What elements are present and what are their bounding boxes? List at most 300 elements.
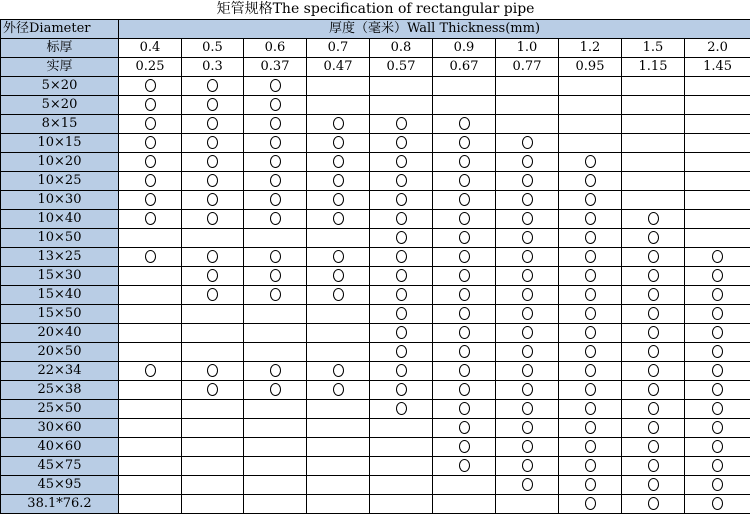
empty-cell[interactable] [119, 495, 182, 514]
availability-cell[interactable] [182, 286, 244, 305]
empty-cell[interactable] [433, 77, 496, 96]
availability-cell[interactable] [622, 210, 685, 229]
nominal-thickness-cell[interactable]: 1.2 [559, 39, 622, 58]
header-row [1, 20, 750, 39]
empty-cell[interactable] [307, 96, 370, 115]
availability-cell[interactable] [622, 495, 685, 514]
availability-cell[interactable] [433, 115, 496, 134]
availability-cell[interactable] [685, 305, 750, 324]
empty-cell[interactable] [244, 400, 307, 419]
availability-cell[interactable] [559, 229, 622, 248]
spec-cell[interactable]: 10×50 [1, 229, 119, 248]
availability-cell[interactable] [685, 324, 750, 343]
empty-cell[interactable] [622, 191, 685, 210]
availability-cell[interactable] [685, 400, 750, 419]
nominal-thickness-cell[interactable]: 1.0 [496, 39, 559, 58]
empty-cell[interactable] [685, 115, 750, 134]
availability-cell[interactable] [433, 343, 496, 362]
empty-cell[interactable] [307, 400, 370, 419]
empty-cell[interactable] [119, 457, 182, 476]
availability-cell[interactable] [559, 476, 622, 495]
empty-cell[interactable] [622, 115, 685, 134]
empty-cell[interactable] [182, 476, 244, 495]
availability-cell[interactable] [433, 419, 496, 438]
nominal-thickness-cell[interactable]: 0.7 [307, 39, 370, 58]
availability-mark-icon [459, 250, 470, 263]
availability-cell[interactable] [182, 172, 244, 191]
availability-cell[interactable] [370, 267, 433, 286]
empty-cell[interactable] [622, 134, 685, 153]
availability-cell[interactable] [307, 248, 370, 267]
availability-cell[interactable] [433, 381, 496, 400]
empty-cell[interactable] [244, 229, 307, 248]
spec-cell[interactable]: 15×50 [1, 305, 119, 324]
availability-cell[interactable] [496, 400, 559, 419]
availability-cell[interactable] [244, 267, 307, 286]
availability-cell[interactable] [496, 381, 559, 400]
availability-mark-icon [585, 250, 596, 263]
empty-cell[interactable] [182, 495, 244, 514]
availability-cell[interactable] [370, 305, 433, 324]
empty-cell[interactable] [370, 438, 433, 457]
availability-cell[interactable] [370, 362, 433, 381]
availability-cell[interactable] [370, 153, 433, 172]
availability-cell[interactable] [559, 172, 622, 191]
nominal-thickness-cell[interactable]: 0.5 [182, 39, 244, 58]
availability-cell[interactable] [559, 343, 622, 362]
availability-cell[interactable] [370, 324, 433, 343]
empty-cell[interactable] [119, 286, 182, 305]
empty-cell[interactable] [685, 153, 750, 172]
empty-cell[interactable] [244, 324, 307, 343]
availability-cell[interactable] [685, 286, 750, 305]
availability-cell[interactable] [370, 191, 433, 210]
empty-cell[interactable] [622, 96, 685, 115]
availability-cell[interactable] [622, 362, 685, 381]
availability-cell[interactable] [496, 267, 559, 286]
availability-cell[interactable] [307, 286, 370, 305]
actual-thickness-cell[interactable]: 0.67 [433, 58, 496, 77]
nominal-thickness-label[interactable]: 标厚 [1, 39, 119, 58]
table-row [1, 400, 750, 419]
availability-cell[interactable] [119, 210, 182, 229]
availability-cell[interactable] [622, 305, 685, 324]
availability-cell[interactable] [370, 115, 433, 134]
availability-cell[interactable] [370, 134, 433, 153]
availability-cell[interactable] [433, 172, 496, 191]
empty-cell[interactable] [685, 229, 750, 248]
availability-mark-icon [145, 117, 156, 130]
availability-cell[interactable] [685, 267, 750, 286]
availability-cell[interactable] [496, 305, 559, 324]
empty-cell[interactable] [244, 305, 307, 324]
spec-cell[interactable]: 5×20 [1, 77, 119, 96]
availability-cell[interactable] [433, 324, 496, 343]
spec-cell[interactable]: 30×60 [1, 419, 119, 438]
empty-cell[interactable] [433, 96, 496, 115]
spec-cell[interactable]: 10×15 [1, 134, 119, 153]
availability-cell[interactable] [119, 172, 182, 191]
empty-cell[interactable] [182, 400, 244, 419]
availability-cell[interactable] [370, 400, 433, 419]
empty-cell[interactable] [307, 419, 370, 438]
spec-cell[interactable]: 25×38 [1, 381, 119, 400]
empty-cell[interactable] [244, 476, 307, 495]
availability-cell[interactable] [496, 172, 559, 191]
empty-cell[interactable] [370, 419, 433, 438]
availability-cell[interactable] [244, 153, 307, 172]
empty-cell[interactable] [182, 324, 244, 343]
empty-cell[interactable] [685, 96, 750, 115]
availability-cell[interactable] [119, 96, 182, 115]
availability-cell[interactable] [622, 381, 685, 400]
availability-cell[interactable] [496, 362, 559, 381]
availability-cell[interactable] [559, 267, 622, 286]
availability-cell[interactable] [370, 172, 433, 191]
availability-mark-icon [396, 117, 407, 130]
empty-cell[interactable] [370, 476, 433, 495]
nominal-thickness-cell[interactable]: 0.8 [370, 39, 433, 58]
availability-cell[interactable] [496, 324, 559, 343]
availability-cell[interactable] [433, 267, 496, 286]
empty-cell[interactable] [119, 438, 182, 457]
availability-cell[interactable] [433, 210, 496, 229]
actual-thickness-cell[interactable]: 0.57 [370, 58, 433, 77]
availability-mark-icon [459, 459, 470, 472]
availability-cell[interactable] [370, 210, 433, 229]
availability-cell[interactable] [622, 248, 685, 267]
empty-cell[interactable] [559, 96, 622, 115]
availability-cell[interactable] [496, 210, 559, 229]
empty-cell[interactable] [307, 324, 370, 343]
empty-cell[interactable] [559, 77, 622, 96]
availability-cell[interactable] [433, 457, 496, 476]
availability-cell[interactable] [433, 191, 496, 210]
spec-cell[interactable]: 13×25 [1, 248, 119, 267]
availability-cell[interactable] [622, 324, 685, 343]
availability-cell[interactable] [433, 153, 496, 172]
nominal-thickness-cell[interactable]: 0.4 [119, 39, 182, 58]
spec-cell[interactable]: 10×25 [1, 172, 119, 191]
availability-cell[interactable] [307, 191, 370, 210]
nominal-thickness-cell[interactable]: 0.6 [244, 39, 307, 58]
availability-cell[interactable] [182, 96, 244, 115]
availability-cell[interactable] [244, 248, 307, 267]
availability-mark-icon [459, 440, 470, 453]
availability-cell[interactable] [119, 191, 182, 210]
actual-thickness-cell[interactable]: 0.95 [559, 58, 622, 77]
empty-cell[interactable] [119, 419, 182, 438]
spec-cell[interactable]: 20×50 [1, 343, 119, 362]
availability-cell[interactable] [622, 267, 685, 286]
availability-cell[interactable] [496, 248, 559, 267]
empty-cell[interactable] [182, 343, 244, 362]
availability-cell[interactable] [433, 286, 496, 305]
availability-mark-icon [459, 307, 470, 320]
empty-cell[interactable] [307, 229, 370, 248]
availability-cell[interactable] [685, 438, 750, 457]
actual-thickness-cell[interactable]: 1.15 [622, 58, 685, 77]
availability-cell[interactable] [307, 115, 370, 134]
availability-cell[interactable] [559, 381, 622, 400]
empty-cell[interactable] [307, 343, 370, 362]
empty-cell[interactable] [307, 495, 370, 514]
availability-mark-icon [207, 155, 218, 168]
empty-cell[interactable] [370, 77, 433, 96]
table-row [1, 381, 750, 400]
availability-mark-icon [522, 383, 533, 396]
availability-cell[interactable] [244, 191, 307, 210]
availability-cell[interactable] [559, 419, 622, 438]
availability-cell[interactable] [307, 381, 370, 400]
empty-cell[interactable] [496, 77, 559, 96]
availability-cell[interactable] [307, 153, 370, 172]
empty-cell[interactable] [496, 96, 559, 115]
nominal-thickness-cell[interactable]: 1.5 [622, 39, 685, 58]
spec-cell[interactable]: 5×20 [1, 96, 119, 115]
availability-cell[interactable] [496, 229, 559, 248]
empty-cell[interactable] [685, 77, 750, 96]
availability-cell[interactable] [559, 286, 622, 305]
availability-cell[interactable] [182, 153, 244, 172]
availability-cell[interactable] [559, 362, 622, 381]
availability-cell[interactable] [244, 172, 307, 191]
spec-cell[interactable]: 8×15 [1, 115, 119, 134]
empty-cell[interactable] [244, 343, 307, 362]
availability-mark-icon [712, 383, 723, 396]
availability-cell[interactable] [622, 400, 685, 419]
spec-cell[interactable]: 10×20 [1, 153, 119, 172]
wall-thickness-header[interactable]: 厚度（毫米）Wall Thickness(mm) [119, 20, 750, 39]
actual-thickness-cell[interactable]: 0.25 [119, 58, 182, 77]
availability-cell[interactable] [496, 476, 559, 495]
availability-cell[interactable] [244, 381, 307, 400]
empty-cell[interactable] [433, 476, 496, 495]
empty-cell[interactable] [559, 115, 622, 134]
availability-cell[interactable] [370, 381, 433, 400]
availability-cell[interactable] [622, 476, 685, 495]
availability-cell[interactable] [433, 229, 496, 248]
actual-thickness-label[interactable]: 实厚 [1, 58, 119, 77]
empty-cell[interactable] [244, 457, 307, 476]
availability-cell[interactable] [433, 248, 496, 267]
availability-cell[interactable] [182, 248, 244, 267]
empty-cell[interactable] [182, 419, 244, 438]
availability-mark-icon [207, 174, 218, 187]
availability-cell[interactable] [496, 134, 559, 153]
availability-cell[interactable] [685, 419, 750, 438]
table-row [1, 438, 750, 457]
availability-cell[interactable] [496, 191, 559, 210]
spec-cell[interactable]: 45×95 [1, 476, 119, 495]
empty-cell[interactable] [119, 305, 182, 324]
empty-cell[interactable] [307, 457, 370, 476]
empty-cell[interactable] [244, 495, 307, 514]
empty-cell[interactable] [685, 191, 750, 210]
availability-cell[interactable] [559, 305, 622, 324]
availability-cell[interactable] [559, 495, 622, 514]
availability-cell[interactable] [433, 134, 496, 153]
availability-cell[interactable] [370, 343, 433, 362]
availability-mark-icon [207, 383, 218, 396]
availability-cell[interactable] [559, 191, 622, 210]
availability-cell[interactable] [559, 438, 622, 457]
availability-cell[interactable] [622, 438, 685, 457]
availability-cell[interactable] [685, 495, 750, 514]
availability-cell[interactable] [685, 476, 750, 495]
availability-cell[interactable] [307, 267, 370, 286]
availability-cell[interactable] [244, 77, 307, 96]
availability-mark-icon [522, 193, 533, 206]
empty-cell[interactable] [119, 476, 182, 495]
availability-cell[interactable] [182, 134, 244, 153]
availability-cell[interactable] [496, 343, 559, 362]
availability-cell[interactable] [433, 362, 496, 381]
availability-cell[interactable] [119, 115, 182, 134]
spec-cell[interactable]: 10×30 [1, 191, 119, 210]
availability-cell[interactable] [559, 248, 622, 267]
empty-cell[interactable] [370, 495, 433, 514]
availability-cell[interactable] [244, 115, 307, 134]
availability-cell[interactable] [685, 248, 750, 267]
availability-cell[interactable] [182, 381, 244, 400]
nominal-thickness-cell[interactable]: 0.9 [433, 39, 496, 58]
empty-cell[interactable] [496, 495, 559, 514]
availability-cell[interactable] [622, 286, 685, 305]
empty-cell[interactable] [119, 400, 182, 419]
availability-cell[interactable] [622, 343, 685, 362]
availability-cell[interactable] [496, 457, 559, 476]
empty-cell[interactable] [244, 438, 307, 457]
availability-cell[interactable] [622, 229, 685, 248]
empty-cell[interactable] [182, 305, 244, 324]
availability-cell[interactable] [685, 362, 750, 381]
spec-cell[interactable]: 22×34 [1, 362, 119, 381]
actual-thickness-cell[interactable]: 0.47 [307, 58, 370, 77]
availability-cell[interactable] [307, 210, 370, 229]
spec-cell[interactable]: 15×40 [1, 286, 119, 305]
empty-cell[interactable] [182, 438, 244, 457]
actual-thickness-cell[interactable]: 1.45 [685, 58, 750, 77]
availability-cell[interactable] [182, 115, 244, 134]
availability-cell[interactable] [307, 134, 370, 153]
spec-cell[interactable]: 38.1*76.2 [1, 495, 119, 514]
nominal-thickness-cell[interactable]: 2.0 [685, 39, 750, 58]
empty-cell[interactable] [685, 172, 750, 191]
availability-cell[interactable] [622, 419, 685, 438]
empty-cell[interactable] [307, 305, 370, 324]
availability-mark-icon [207, 117, 218, 130]
availability-cell[interactable] [182, 267, 244, 286]
actual-thickness-cell[interactable]: 0.37 [244, 58, 307, 77]
availability-cell[interactable] [559, 153, 622, 172]
empty-cell[interactable] [370, 96, 433, 115]
availability-cell[interactable] [244, 286, 307, 305]
empty-cell[interactable] [370, 457, 433, 476]
availability-cell[interactable] [119, 362, 182, 381]
availability-cell[interactable] [182, 210, 244, 229]
availability-cell[interactable] [433, 305, 496, 324]
spec-cell[interactable]: 15×30 [1, 267, 119, 286]
empty-cell[interactable] [307, 77, 370, 96]
empty-cell[interactable] [307, 476, 370, 495]
empty-cell[interactable] [307, 438, 370, 457]
availability-cell[interactable] [119, 134, 182, 153]
availability-cell[interactable] [244, 362, 307, 381]
availability-cell[interactable] [307, 172, 370, 191]
empty-cell[interactable] [244, 419, 307, 438]
availability-cell[interactable] [559, 210, 622, 229]
availability-cell[interactable] [685, 343, 750, 362]
empty-cell[interactable] [622, 153, 685, 172]
availability-cell[interactable] [182, 191, 244, 210]
empty-cell[interactable] [119, 229, 182, 248]
availability-mark-icon [207, 79, 218, 92]
availability-cell[interactable] [685, 381, 750, 400]
empty-cell[interactable] [433, 495, 496, 514]
spec-cell[interactable]: 40×60 [1, 438, 119, 457]
availability-cell[interactable] [433, 438, 496, 457]
empty-cell[interactable] [182, 229, 244, 248]
availability-cell[interactable] [559, 324, 622, 343]
spec-cell[interactable]: 20×40 [1, 324, 119, 343]
availability-cell[interactable] [182, 362, 244, 381]
empty-cell[interactable] [685, 210, 750, 229]
availability-cell[interactable] [559, 400, 622, 419]
availability-cell[interactable] [119, 153, 182, 172]
empty-cell[interactable] [496, 115, 559, 134]
spec-cell[interactable]: 25×50 [1, 400, 119, 419]
availability-mark-icon [459, 421, 470, 434]
availability-cell[interactable] [433, 400, 496, 419]
availability-cell[interactable] [685, 457, 750, 476]
availability-cell[interactable] [622, 457, 685, 476]
empty-cell[interactable] [182, 457, 244, 476]
availability-cell[interactable] [370, 286, 433, 305]
availability-cell[interactable] [182, 77, 244, 96]
spec-cell[interactable]: 45×75 [1, 457, 119, 476]
availability-cell[interactable] [559, 457, 622, 476]
availability-mark-icon [145, 79, 156, 92]
empty-cell[interactable] [119, 343, 182, 362]
spec-cell[interactable]: 10×40 [1, 210, 119, 229]
actual-thickness-cell[interactable]: 0.77 [496, 58, 559, 77]
empty-cell[interactable] [559, 134, 622, 153]
availability-cell[interactable] [244, 96, 307, 115]
availability-mark-icon [585, 440, 596, 453]
empty-cell[interactable] [119, 267, 182, 286]
availability-cell[interactable] [244, 134, 307, 153]
empty-cell[interactable] [685, 134, 750, 153]
empty-cell[interactable] [119, 324, 182, 343]
diameter-header[interactable]: 外径Diameter [1, 20, 119, 39]
availability-cell[interactable] [496, 438, 559, 457]
empty-cell[interactable] [622, 77, 685, 96]
empty-cell[interactable] [622, 172, 685, 191]
availability-cell[interactable] [244, 210, 307, 229]
availability-cell[interactable] [307, 362, 370, 381]
availability-cell[interactable] [496, 419, 559, 438]
availability-cell[interactable] [119, 77, 182, 96]
availability-cell[interactable] [370, 248, 433, 267]
availability-cell[interactable] [119, 248, 182, 267]
empty-cell[interactable] [119, 381, 182, 400]
actual-thickness-cell[interactable]: 0.3 [182, 58, 244, 77]
availability-cell[interactable] [370, 229, 433, 248]
availability-mark-icon [522, 288, 533, 301]
availability-cell[interactable] [496, 153, 559, 172]
availability-cell[interactable] [496, 286, 559, 305]
